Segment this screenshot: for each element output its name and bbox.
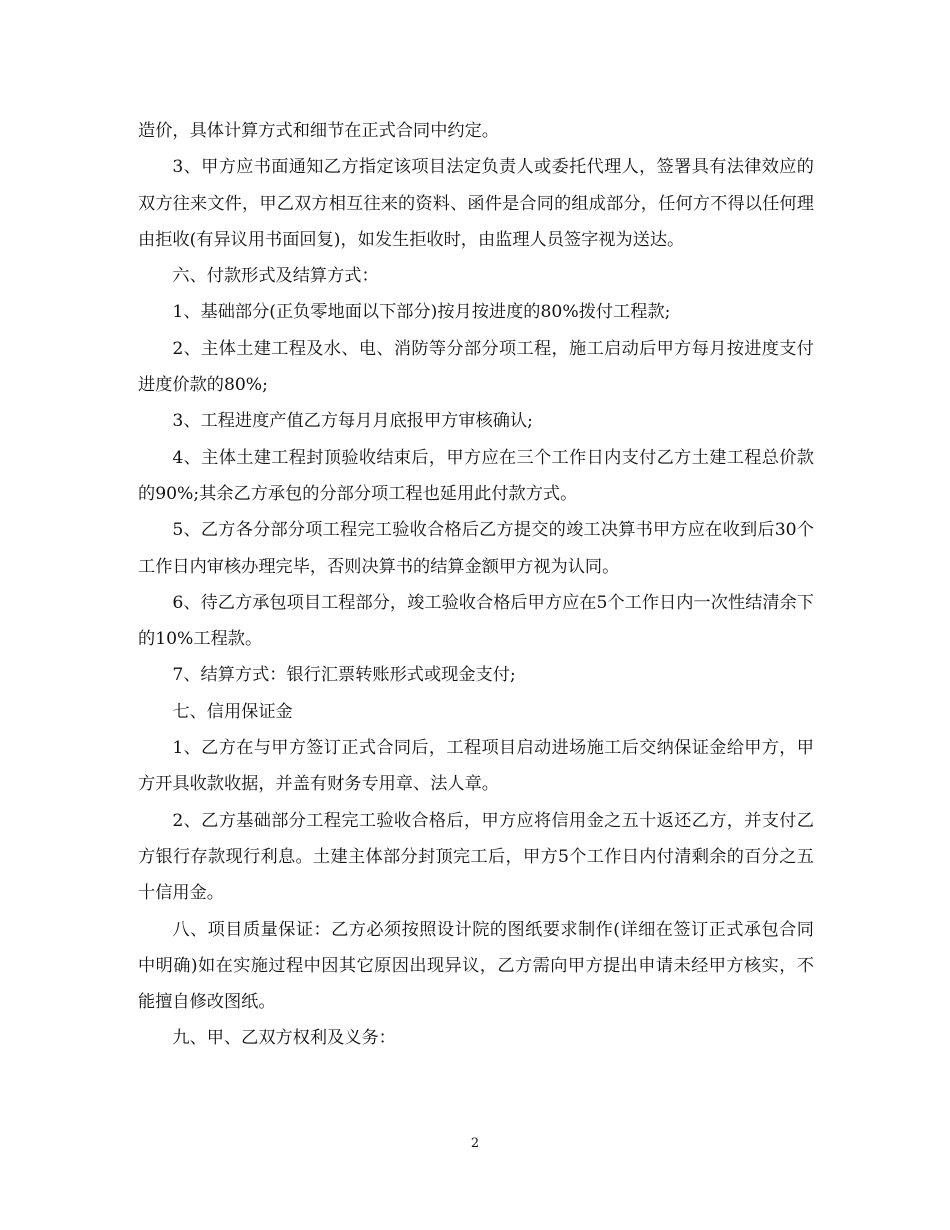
paragraph: 6、待乙方承包项目工程部分，竣工验收合格后甲方应在5个工作日内一次性结清余下的10%工程款。 [138, 592, 814, 650]
paragraph: 2、主体土建工程及水、电、消防等分部分项工程，施工启动后甲方每月按进度支付进度价款的80%; [138, 338, 814, 396]
paragraph: 1、乙方在与甲方签订正式合同后，工程项目启动进场施工后交纳保证金给甲方，甲方开具收款收据，并盖有财务专用章、法人章。 [138, 738, 814, 795]
page-number: 2 [470, 1136, 480, 1151]
paragraph: 3、工程进度产值乙方每月月底报甲方审核确认; [172, 411, 533, 432]
paragraph: 1、基础部分(正负零地面以下部分)按月按进度的80%拨付工程款; [172, 302, 671, 323]
paragraph: 六、付款形式及结算方式： [172, 266, 379, 287]
paragraph: 九、甲、乙双方权利及义务： [172, 1028, 396, 1049]
paragraph: 造价，具体计算方式和细节在正式合同中约定。 [138, 121, 499, 141]
paragraph: 3、甲方应书面通知乙方指定该项目法定负责人或委托代理人，签署具有法律效应的双方往来文件，甲乙双方相互往来的资料、函件是合同的组成部分，任何方不得以任何理由拒收(有异议用书面回复)，如发生拒收时，由监理人员签字视为送达。 [138, 157, 814, 250]
paragraph: 5、乙方各分部分项工程完工验收合格后乙方提交的竣工决算书甲方应在收到后30个工作日内审核办理完毕，否则决算书的结算金额甲方视为认同。 [138, 520, 814, 577]
paragraph: 7、结算方式：银行汇票转账形式或现金支付; [172, 665, 516, 686]
paragraph: 八、项目质量保证：乙方必须按照设计院的图纸要求制作(详细在签订正式承包合同中明确)如在实施过程中因其它原因出现异议，乙方需向甲方提出申请未经甲方核实，不能擅自修改图纸。 [138, 919, 814, 1013]
document-body [138, 113, 814, 1057]
paragraph: 2、乙方基础部分工程完工验收合格后，甲方应将信用金之五十返还乙方，并支付乙方银行存款现行利息。土建主体部分封顶完工后，甲方5个工作日内付清剩余的百分之五十信用金。 [138, 810, 814, 904]
paragraph: 4、主体土建工程封顶验收结束后，甲方应在三个工作日内支付乙方土建工程总价款的90%;其余乙方承包的分部分项工程也延用此付款方式。 [138, 447, 814, 504]
paragraph: 七、信用保证金 [172, 701, 293, 722]
